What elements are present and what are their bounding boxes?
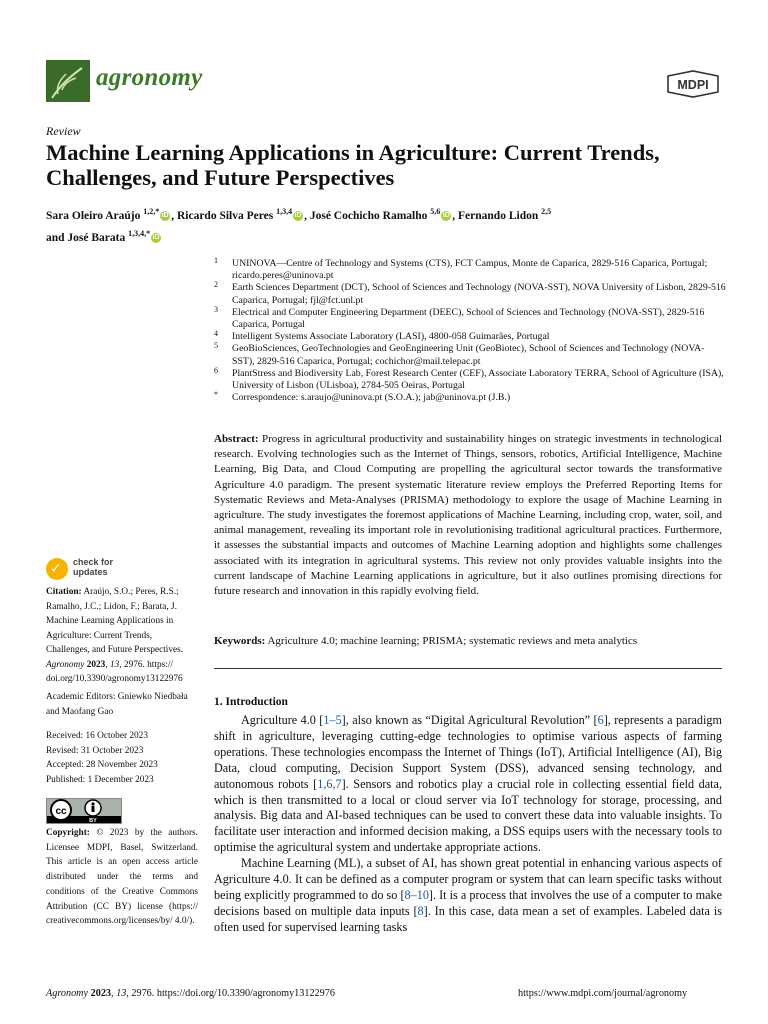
author-3[interactable]: José Cochicho Ramalho — [309, 209, 428, 222]
keywords — [214, 635, 722, 647]
affiliation-item: 4 Intelligent Systems Associate Laboratory (LASI), 4800-058 Guimarães, Portugal — [214, 329, 550, 343]
author-5[interactable]: José Barata — [67, 231, 126, 244]
footer-journal-url[interactable]: https://www.mdpi.com/journal/agronomy — [518, 988, 688, 999]
check-icon: ✓ — [46, 558, 68, 580]
journal-name: agronomy — [96, 64, 203, 91]
orcid-icon[interactable]: iD — [152, 234, 160, 242]
citation-link[interactable]: 8 — [417, 903, 424, 918]
keywords-label: Keywords: — [214, 635, 266, 647]
citation-link[interactable]: 8–10 — [404, 887, 429, 902]
citation-link[interactable]: 1,6,7 — [317, 776, 342, 791]
academic-editors: Academic Editors: Gniewko Niedbała and Maofang Gao — [46, 692, 188, 717]
title-line-2: Challenges, and Future Perspectives — [46, 165, 395, 190]
abstract-label: Abstract: — [214, 433, 259, 445]
affiliation-item: 1 UNINOVA—Centre of Technology and Systems (CTS), FCT Campus, Monte de Caparica, 2829-516 Caparica, Portugal; ricardo.peres@uninova.pt — [214, 256, 708, 282]
dates: Received: 16 October 2023 Revised: 31 October 2023 Accepted: 28 November 2023 Published: 1 December 2023 — [46, 731, 158, 785]
abstract — [214, 432, 722, 599]
section-heading: 1. Introduction — [214, 696, 288, 708]
correspondence: * Correspondence: s.araujo@uninova.pt (S.O.A.); jab@uninova.pt (J.B.) — [214, 390, 511, 404]
paragraph: Machine Learning (ML), a subset of AI, has shown great potential in enhancing various aspects of Agriculture 4.0. It can be defined as a computer program or system that can learn specific tasks without being explicitly programmed to do so [8–10]. It is a process that involves the use of a computer to make decisions based on multiple data inputs [8]. In this case, data mean a set of examples. Labeled data is often used for supervised learning tasks — [214, 856, 722, 934]
citation-link[interactable]: 6 — [597, 713, 604, 727]
citation-block: Citation: Araújo, S.O.; Peres, R.S.; Ramalho, J.C.; Lidon, F.; Barata, J. Machine Learning Applications in Agriculture: Current Trends, Challenges, and Future Perspectives. Agronomy 2023, 13, 2976. https:// doi.org/10.3390/agronomy13122976 — [46, 587, 184, 684]
abstract-text: Progress in agricultural productivity and sustainability hinges on strategic investments in technological research. Evolving technologies such as the Internet of Things, sensors, robotics, Artificial Intelligence, Machine Learning, Big Data, and Cloud Computing are propelling the agricultural sector towards the transformative Agriculture 4.0 paradigm. The present systematic literature review employs the Preferred Reporting Items for Systematic Reviews and Meta-Analyses (PRISMA) methodology to explore the usage of Machine Learning in agriculture. The study investigates the foremost applications of Machine Learning, including crop, water, soil, and animal management, revealing its important role in revolutionising traditional agricultural practices. Furthermore, it assesses the substantial impacts and outcomes of Machine Learning adoption and highlights some challenges associated with its integration in agricultural systems. This review not only provides valuable insights into the current landscape of Machine Learning applications in agriculture, but it also outlines promising directions for future research and innovation in this rapidly evolving field. — [214, 433, 723, 598]
footer-citation: Agronomy 2023, 13, 2976. https://doi.org/10.3390/agronomy13122976 — [46, 988, 335, 999]
article-title — [46, 140, 736, 190]
svg-text:BY: BY — [89, 818, 97, 823]
orcid-icon[interactable]: iD — [442, 212, 450, 220]
affiliations — [214, 258, 726, 404]
check-for-updates-button[interactable]: ✓ check for updates — [46, 556, 196, 582]
author-2[interactable]: Ricardo Silva Peres — [176, 209, 274, 222]
paragraph: Agriculture 4.0 [1–5], also known as “Digital Agricultural Revolution” [6], represents a paradigm shift in agriculture, leveraging cutting-edge technologies to optimise various aspects of farming operations. These technologies encompass the Internet of Things (IoT), Artificial Intelligence (AI), Big Data, cloud computing, Decision Support System (DSS), advanced sensing technology, and autonomous robots [1,6,7]. Sensors and robotics play a crucial role in collecting essential field data, which is then transmitted to a local or cloud server via IoT technology for storage, processing, and analysis. Big data and AI-based techniques can be used to convert these data into valuable insights. To facilitate user interaction and informed decision making, a DSS equips users with the necessary tools to optimise the agricultural system and undertake appropriate actions. — [214, 713, 722, 855]
title-line-1: Machine Learning Applications in Agriculture: Current Trends, — [46, 140, 660, 165]
affiliation-item: 5 GeoBioSciences, GeoTechnologies and GeoEngineering Unit (GeoBiotec), School of Sciences and Technology (NOVA-SST), 2829-516 Caparica, Portugal; cochichor@mail.telepac.pt — [214, 341, 705, 367]
copyright-notice: Copyright: © 2023 by the authors. Licensee MDPI, Basel, Switzerland. This article is an open access article distributed under the terms and conditions of the Creative Commons Attribution (CC BY) license (https:// creativecommons.org/licenses/by/ 4.0/). — [46, 828, 198, 927]
affiliation-item: 6 PlantStress and Biodiversity Lab, Forest Research Center (CEF), Associate Laboratory TERRA, School of Agriculture (ISA), University of Lisbon (ULisboa), 2784-505 Oeiras, Portugal — [214, 365, 724, 392]
affiliation-item: 2 Earth Sciences Department (DCT), School of Sciences and Technology (NOVA-SST), NOVA University of Lisbon, 2829-516 Caparica, Portugal; fjl@fct.unl.pt — [214, 280, 726, 306]
author-4[interactable]: Fernando Lidon — [458, 209, 539, 222]
author-1-affil: 1,2,* — [143, 207, 160, 216]
author-4-affil: 2,5 — [541, 207, 552, 216]
citation-link[interactable]: 1–5 — [323, 713, 342, 727]
author-1[interactable]: Sara Oleiro Araújo — [46, 209, 141, 222]
mdpi-logo — [666, 70, 720, 98]
cc-by-license-icon[interactable] — [46, 798, 122, 824]
author-list: Sara Oleiro Araújo $^{1,2,*}$ iD , Ricardo Silva Peres $^{1,3,4}$ iD , José Cochicho Ramalho $^{5,6}$ iD , Fernando Lidon $^{2,5}$ and José Barata $^{1,3,4,*}$ iD — [46, 207, 552, 244]
author-5-affil: 1,3,4,* — [128, 228, 151, 238]
author-3-affil: 5,6 — [430, 207, 441, 216]
svg-text:MDPI: MDPI — [677, 78, 709, 92]
orcid-icon[interactable]: iD — [294, 212, 302, 220]
keywords-text: Agriculture 4.0; machine learning; PRISMA; systematic reviews and meta analytics — [267, 635, 638, 647]
svg-text:cc: cc — [55, 806, 67, 817]
author-2-affil: 1,3,4 — [276, 207, 293, 216]
orcid-icon[interactable]: iD — [161, 212, 169, 220]
body-text — [214, 713, 722, 936]
journal-logo — [46, 60, 90, 102]
divider — [214, 668, 722, 669]
article-type: Review — [46, 124, 81, 138]
affiliation-item: 3 Electrical and Computer Engineering Department (DEEC), School of Sciences and Technology (NOVA-SST), 2829-516 Caparica, Portugal — [214, 304, 705, 331]
